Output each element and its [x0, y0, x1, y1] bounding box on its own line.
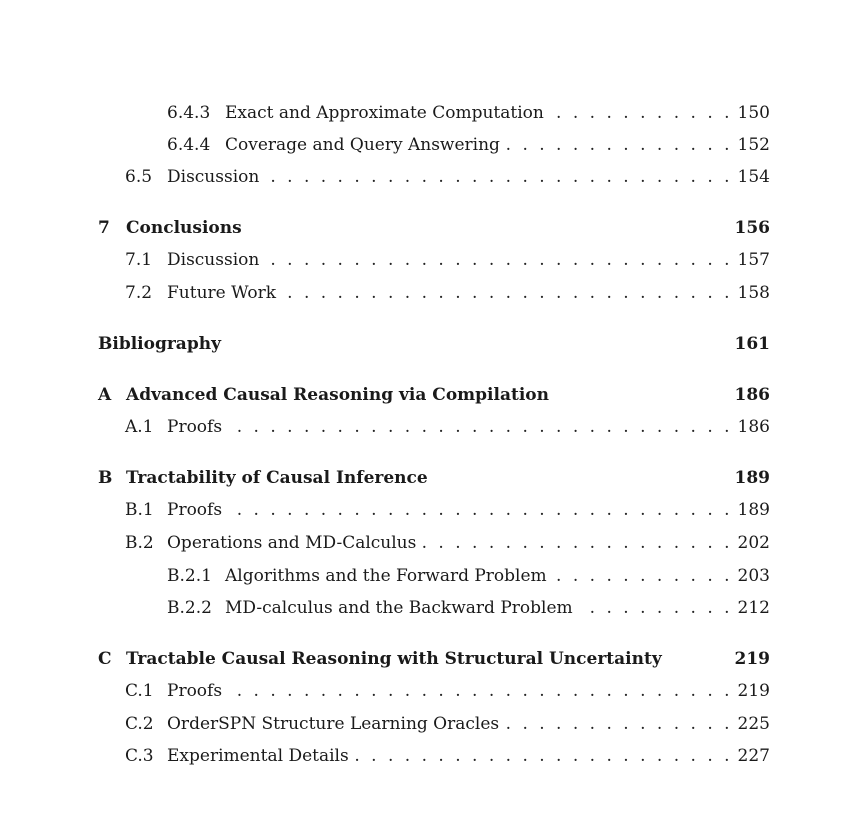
entry-page: 219 [737, 681, 770, 701]
entry-number: C.3 [125, 746, 154, 766]
toc-bibliography[interactable] [98, 331, 770, 357]
toc-entry-a-1[interactable] [98, 414, 770, 440]
toc-entry-b-2-2[interactable] [98, 595, 770, 621]
toc-entry-6-4-4[interactable] [98, 132, 770, 158]
entry-title: Proofs [167, 417, 223, 437]
entry-title: Discussion [167, 250, 260, 270]
chapter-page: 189 [734, 468, 770, 488]
entry-title: Exact and Approximate Computation [225, 103, 544, 123]
dot-leader [265, 164, 729, 190]
toc-entry-b-2-1[interactable] [98, 563, 770, 589]
dot-leader [579, 595, 730, 621]
entry-title: MD-calculus and the Backward Problem [225, 598, 573, 618]
chapter-number: C [98, 649, 112, 669]
entry-number: C.1 [125, 681, 154, 701]
entry-page: 158 [737, 283, 770, 303]
entry-number: 7.1 [125, 250, 153, 270]
toc-entry-6-4-3[interactable] [98, 100, 770, 126]
toc-entry-c-3[interactable] [98, 743, 770, 769]
dot-leader [228, 678, 729, 704]
dot-leader [282, 280, 729, 306]
entry-page: 157 [737, 250, 770, 270]
chapter-title: Tractable Causal Reasoning with Structural Uncertainty [126, 649, 662, 669]
entry-number: 6.5 [125, 167, 153, 187]
dot-leader [553, 563, 730, 589]
toc-appendix-b[interactable] [98, 465, 770, 491]
entry-title: Experimental Details [167, 746, 349, 766]
toc-chapter-7[interactable] [98, 215, 770, 241]
entry-title: Proofs [167, 500, 223, 520]
entry-page: 154 [737, 167, 770, 187]
entry-page: 152 [737, 135, 770, 155]
entry-number: A.1 [125, 417, 154, 437]
entry-number: 6.4.3 [167, 103, 211, 123]
dot-leader [228, 497, 729, 523]
entry-number: B.1 [125, 500, 154, 520]
chapter-number: 7 [98, 218, 110, 238]
entry-title: Operations and MD-Calculus [167, 533, 417, 553]
dot-leader [355, 743, 730, 769]
chapter-title: Tractability of Causal Inference [126, 468, 428, 488]
entry-title: Algorithms and the Forward Problem [225, 566, 547, 586]
entry-number: B.2.2 [167, 598, 212, 618]
dot-leader [550, 100, 730, 126]
toc-entry-c-1[interactable] [98, 678, 770, 704]
toc-entry-b-1[interactable] [98, 497, 770, 523]
entry-number: B.2.1 [167, 566, 212, 586]
toc-entry-7-1[interactable] [98, 247, 770, 273]
entry-number: 6.4.4 [167, 135, 211, 155]
entry-title: Future Work [167, 283, 277, 303]
entry-title: Discussion [167, 167, 260, 187]
entry-page: 202 [737, 533, 770, 553]
entry-page: 186 [737, 417, 770, 437]
toc-appendix-c[interactable] [98, 646, 770, 672]
chapter-title: Conclusions [126, 218, 242, 238]
chapter-page: 219 [734, 649, 770, 669]
entry-number: C.2 [125, 714, 154, 734]
toc-entry-7-2[interactable] [98, 280, 770, 306]
entry-number: B.2 [125, 533, 154, 553]
entry-page: 225 [737, 714, 770, 734]
chapter-title: Advanced Causal Reasoning via Compilation [126, 385, 549, 405]
entry-number: 7.2 [125, 283, 153, 303]
entry-title: Proofs [167, 681, 223, 701]
entry-page: 203 [737, 566, 770, 586]
dot-leader [506, 132, 730, 158]
toc-entry-6-5[interactable] [98, 164, 770, 190]
entry-page: 189 [737, 500, 770, 520]
dot-leader [265, 247, 729, 273]
chapter-page: 156 [734, 218, 770, 238]
entry-title: OrderSPN Structure Learning Oracles [167, 714, 500, 734]
chapter-page: 161 [734, 334, 770, 354]
toc-entry-b-2[interactable] [98, 530, 770, 556]
dot-leader [228, 414, 729, 440]
toc-entry-c-2[interactable] [98, 711, 770, 737]
chapter-page: 186 [734, 385, 770, 405]
chapter-number: A [98, 385, 112, 405]
entry-page: 227 [737, 746, 770, 766]
entry-page: 150 [737, 103, 770, 123]
dot-leader [422, 530, 729, 556]
chapter-title: Bibliography [98, 334, 221, 354]
dot-leader [505, 711, 729, 737]
toc-appendix-a[interactable] [98, 382, 770, 408]
entry-title: Coverage and Query Answering [225, 135, 500, 155]
entry-page: 212 [737, 598, 770, 618]
chapter-number: B [98, 468, 113, 488]
